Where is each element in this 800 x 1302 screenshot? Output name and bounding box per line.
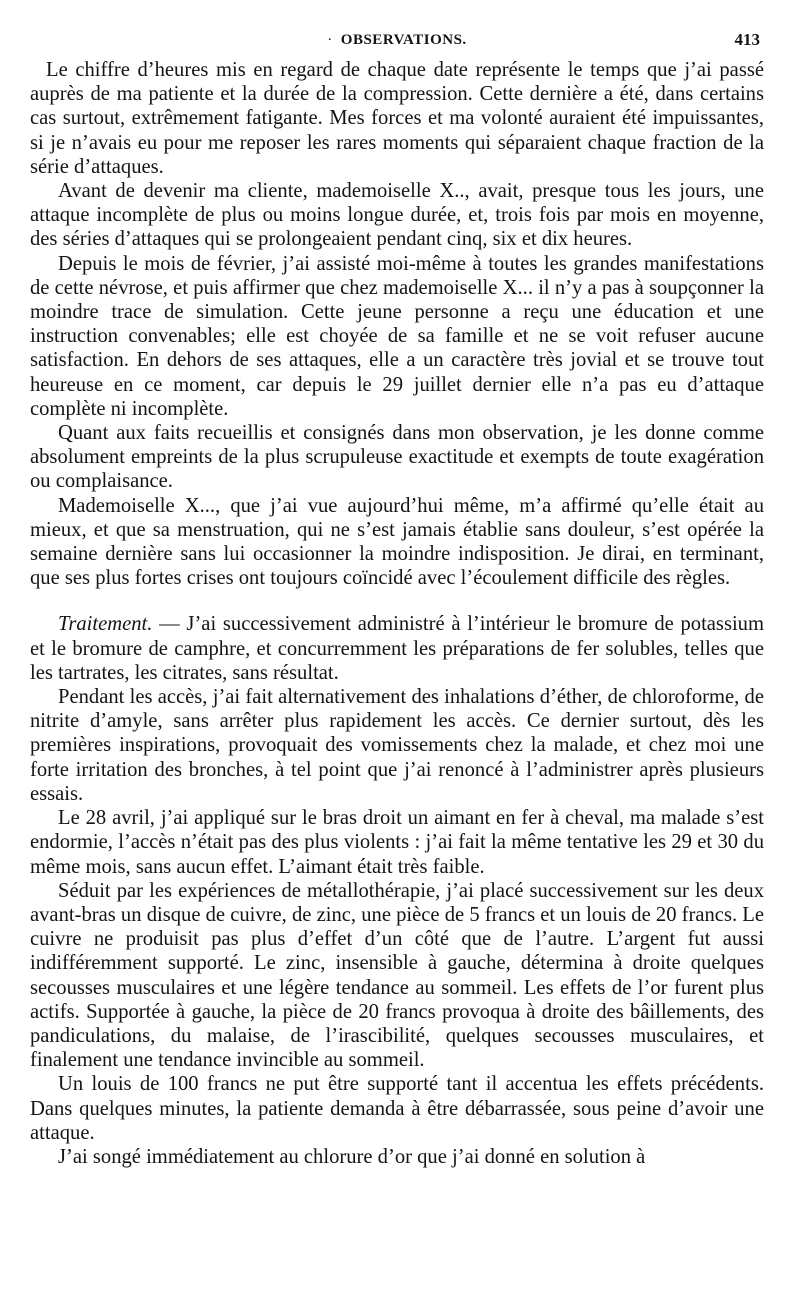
- paragraph: Pendant les accès, j’ai fait alternativement des inhalations d’éther, de chloroforme, de nitrite d’amyle, sans arrêter plus rapidement les accès. Ce dernier surtout, dès les premières inspirations, provoquait des vomissements chez la malade, et chez moi une forte irritation des bronches, à tel point que j’ai renoncé à l’administrer après plusieurs essais.: [30, 686, 764, 805]
- page-number: 413: [734, 30, 760, 49]
- running-title-text: OBSERVATIONS.: [340, 32, 467, 48]
- paragraph-traitement: [30, 612, 764, 685]
- section-lead-text: — J’ai successivement administré à l’intérieur le bromure de potassium et le bromure de camphre, et concurremment les préparations de fer solubles, telles que les tartrates, les citrates, sans résultat.: [30, 613, 764, 684]
- running-header: [30, 28, 764, 58]
- paragraph: Avant de devenir ma cliente, mademoiselle X.., avait, presque tous les jours, une attaque incomplète de plus ou moins longue durée, et, trois fois par mois en moyenne, des séries d’attaques qui se prolongeaient pendant cinq, six et dix heures.: [30, 180, 764, 251]
- section-lead: Traitement.: [58, 613, 153, 636]
- running-title: [30, 32, 764, 49]
- paragraph: Quant aux faits recueillis et consignés dans mon observation, je les donne comme absolument empreints de la plus scrupuleuse exactitude et exempts de toute exagération ou complaisance.: [30, 422, 764, 493]
- paragraph: Le 28 avril, j’ai appliqué sur le bras droit un aimant en fer à cheval, ma malade s’est endormie, l’accès n’était pas des plus violents : j’ai fait la même tentative les 29 et 30 du même mois, sans aucun effet. L’aimant était très faible.: [30, 807, 764, 878]
- header-dot: ·: [327, 32, 333, 48]
- paragraph: Un louis de 100 francs ne put être supporté tant il accentua les effets précédents. Dans quelques minutes, la patiente demanda à être débarrassée, sous peine d’avoir une attaque.: [30, 1073, 764, 1144]
- paragraph: Depuis le mois de février, j’ai assisté moi-même à toutes les grandes manifestations de cette névrose, et puis affirmer que chez mademoiselle X... il n’y a pas à soupçonner la moindre trace de simulation. Cette jeune personne a reçu une éducation et une instruction convenables; elle est choyée de sa famille et ne se voit refuser aucune satisfaction. En dehors de ses attaques, elle a un caractère très jovial et se trouve tout heureuse en ce moment, car depuis le 29 juillet dernier elle n’a pas eu d’attaque complète ni incomplète.: [30, 252, 764, 420]
- section-gap: [30, 590, 764, 612]
- paragraph: J’ai songé immédiatement au chlorure d’or que j’ai donné en solution à: [58, 1145, 646, 1168]
- paragraph: Le chiffre d’heures mis en regard de chaque date représente le temps que j’ai passé auprès de ma patiente et la durée de la compression. Cette dernière a été, dans certains cas surtout, extrêmement fatigante. Mes forces et ma volonté auraient été impuissantes, si je n’avais eu pour me reposer les rares moments qui séparaient chaque fraction de la série d’attaques.: [30, 59, 764, 178]
- paragraph: Séduit par les expériences de métallothérapie, j’ai placé successivement sur les deux avant-bras un disque de cuivre, de zinc, une pièce de 5 francs et un louis de 20 francs. Le cuivre ne produisit pas plus d’effet d’un côté que de l’autre. L’argent fut aussi indifféremment supporté. Le zinc, insensible à gauche, détermina à droite quelques secousses musculaires et une légère tendance au sommeil. Les effets de l’or furent plus actifs. Supportée à gauche, la pièce de 20 francs provoqua à droite des bâillements, des pandiculations, du malaise, de l’irascibilité, quelques secousses musculaires, et finalement une tendance invincible au sommeil.: [30, 879, 764, 1072]
- body-text: [30, 58, 764, 1169]
- paragraph: Mademoiselle X..., que j’ai vue aujourd’hui même, m’a affirmé qu’elle était au mieux, et que sa menstruation, qui ne s’est jamais établie sans douleur, s’est opérée la semaine dernière sans lui occasionner la moindre indisposition. Je dirai, en terminant, que ses plus fortes crises ont toujours coïncidé avec l’écoulement difficile des règles.: [30, 494, 764, 590]
